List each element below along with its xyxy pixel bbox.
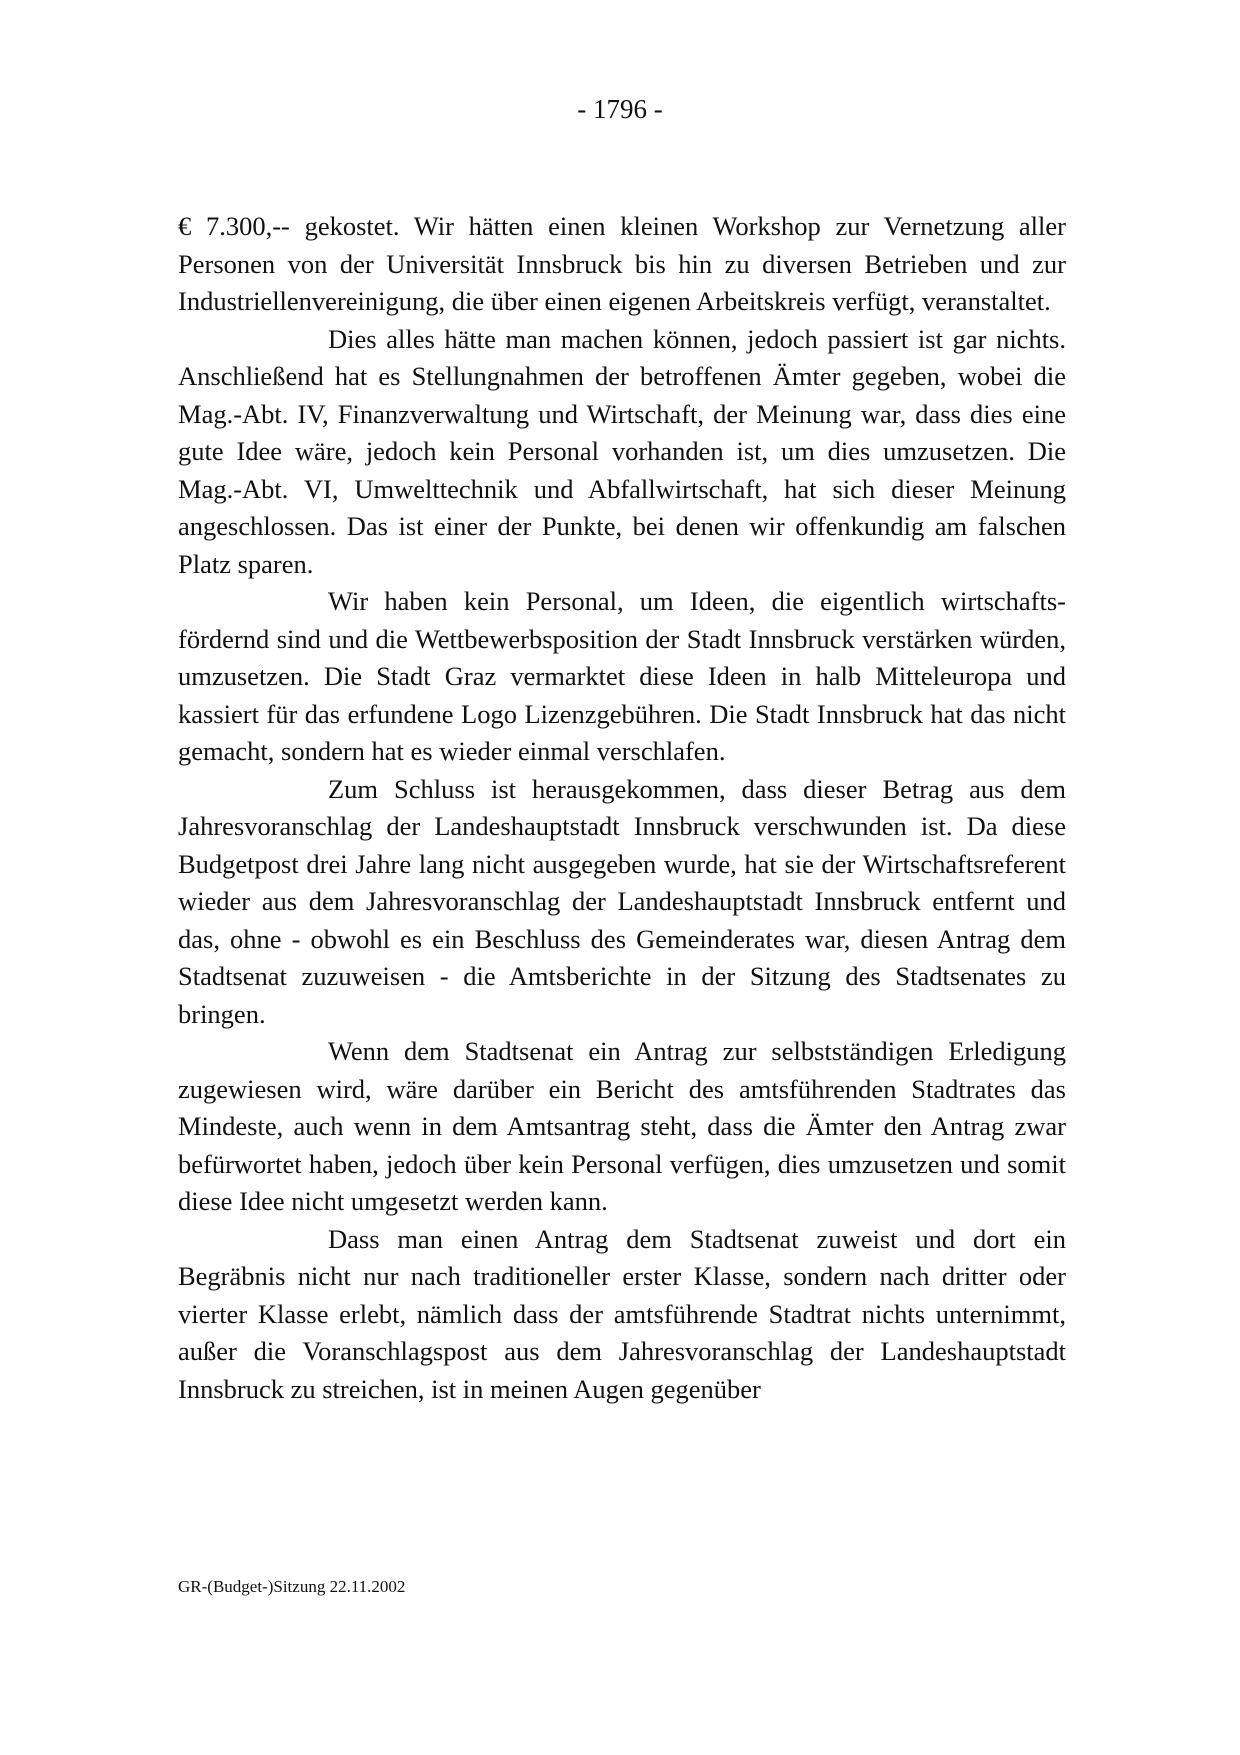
paragraph-5: Wenn dem Stadtsenat ein Antrag zur selbstständigen Erledigung zugewiesen wird, wäre darüber ein Bericht des amtsführenden Stadtrates das Mindeste, auch wenn in dem Amtsantrag steht, dass die Ämter den Antrag zwar befürwortet haben, jedoch über kein Personal verfügen, dies umzusetzen und somit diese Idee nicht umgesetzt werden kann. [178, 1036, 1066, 1216]
paragraph-6: Dass man einen Antrag dem Stadtsenat zuweist und dort ein Begräbnis nicht nur nach traditioneller erster Klasse, sondern nach dritter oder vierter Klasse erlebt, nämlich dass der amtsführende Stadtrat nichts unternimmt, außer die Voranschlagspost aus dem Jahresvoranschlag der Landeshauptstadt Innsbruck zu streichen, ist in meinen Augen gegenüber [178, 1223, 1066, 1404]
document-body [178, 208, 1066, 1408]
paragraph-2: Dies alles hätte man machen können, jedoch passiert ist gar nichts. Anschließend hat es Stellungnahmen der betroffenen Ämter gegeben, wobei die Mag.-Abt. IV, Finanzverwaltung und Wirtschaft, der Meinung war, dass dies eine gute Idee wäre, jedoch kein Personal vorhanden ist, um dies umzusetzen. Die Mag.-Abt. VI, Umwelttechnik und Abfallwirtschaft, hat sich dieser Meinung angeschlossen. Das ist einer der Punkte, bei denen wir offenkundig am falschen Platz sparen. [178, 323, 1066, 579]
page-number: - 1796 - [577, 94, 663, 124]
footer-session-info: GR-(Budget-)Sitzung 22.11.2002 [178, 1577, 406, 1596]
paragraph-3: Wir haben kein Personal, um Ideen, die eigentlich wirtschaftsfördernd sind und die Wettbewerbsposition der Stadt Innsbruck verstärken würden, umzusetzen. Die Stadt Graz vermarktet diese Ideen in halb Mitteleuropa und kassiert für das erfundene Logo Lizenzgebühren. Die Stadt Innsbruck hat das nicht gemacht, sondern hat es wieder einmal verschlafen. [178, 586, 1066, 766]
paragraph-4: Zum Schluss ist herausgekommen, dass dieser Betrag aus dem Jahresvoranschlag der Landeshauptstadt Innsbruck verschwunden ist. Da diese Budgetpost drei Jahre lang nicht ausgegeben wurde, hat sie der Wirtschaftsreferent wieder aus dem Jahresvoranschlag der Landeshauptstadt Innsbruck entfernt und das, ohne - obwohl es ein Beschluss des Gemeinderates war, diesen Antrag dem Stadtsenat zuzuweisen - die Amtsberichte in der Sitzung des Stadtsenates zu bringen. [178, 773, 1066, 1029]
paragraph-1: € 7.300,-- gekostet. Wir hätten einen kleinen Workshop zur Vernetzung aller Personen von der Universität Innsbruck bis hin zu diversen Betrieben und zur Industriellenvereinigung, die über einen eigenen Arbeitskreis verfügt, veranstaltet. [178, 211, 1066, 316]
